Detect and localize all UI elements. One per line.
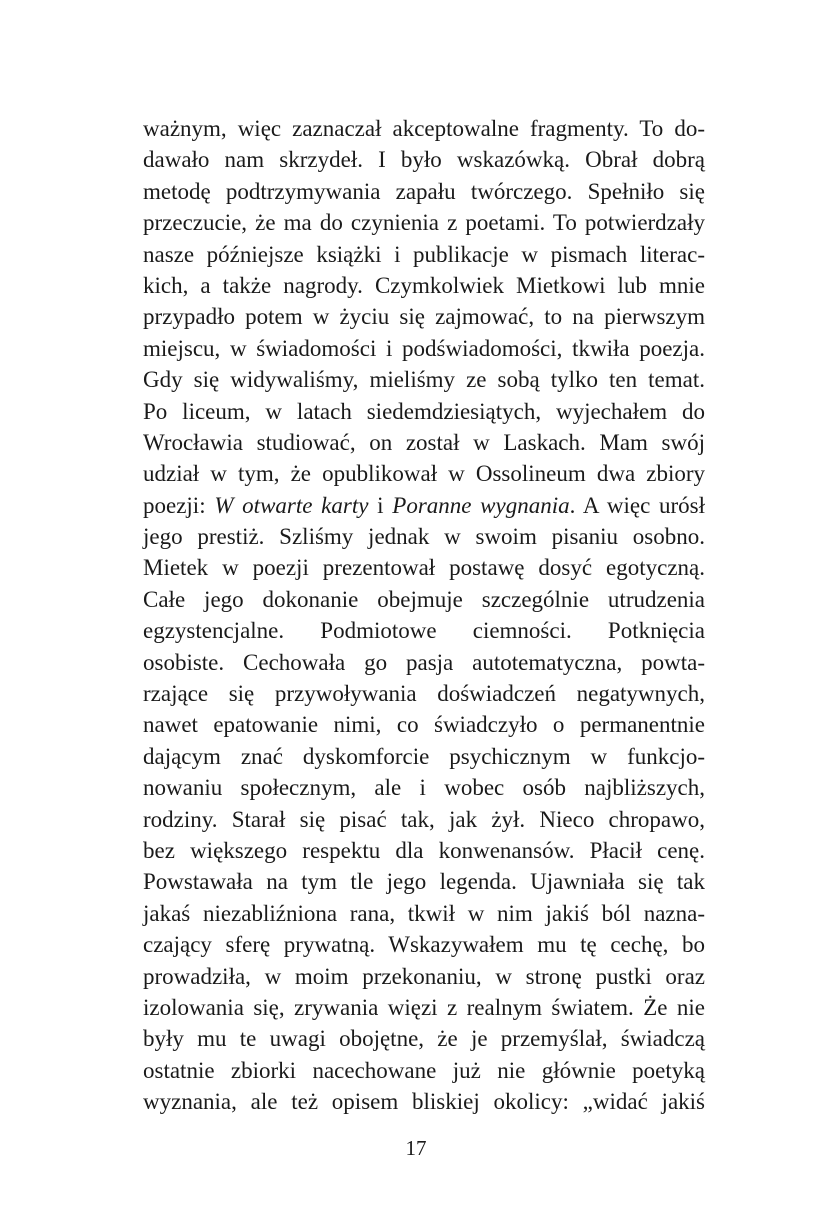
body-text bbox=[143, 113, 705, 1118]
text-line: Powstawała na tym tle jego legenda. Ujawniała się tak bbox=[143, 869, 705, 895]
text-line: Wrocławia studiować, on został w Laskach. Mam swój bbox=[143, 429, 705, 455]
text-line: były mu te uwagi obojętne, że je przemyślał, świadczą bbox=[143, 1026, 705, 1052]
text-line: Gdy się widywaliśmy, mieliśmy ze sobą tylko ten temat. bbox=[143, 367, 705, 393]
text-line: rzające się przywoływania doświadczeń negatywnych, bbox=[143, 681, 705, 707]
text-line: miejscu, w świadomości i podświadomości, tkwiła poezja. bbox=[143, 335, 705, 361]
text-line-with-titles bbox=[143, 490, 705, 521]
text-line: Po liceum, w latach siedemdziesiątych, wyjechałem do bbox=[143, 398, 705, 424]
text-line: przypadło potem w życiu się zajmować, to na pierwszym bbox=[143, 304, 705, 330]
text-line: nowaniu społecznym, ale i wobec osób najbliższych, bbox=[143, 775, 705, 801]
book-title-poranne-wygnania: Poranne wygnania bbox=[392, 492, 570, 518]
text-line: Mietek w poezji prezentował postawę dosyć egotyczną. bbox=[143, 555, 705, 581]
text-line: prowadziła, w moim przekonaniu, w stronę pustki oraz bbox=[143, 963, 705, 989]
text-line: osobiste. Cechowała go pasja autotematyczna, powta- bbox=[143, 649, 705, 675]
text-line: metodę podtrzymywania zapału twórczego. Spełniło się bbox=[143, 178, 705, 204]
text-line: rodziny. Starał się pisać tak, jak żył. Nieco chropawo, bbox=[143, 806, 705, 832]
text-line: ważnym, więc zaznaczał akceptowalne fragmenty. To do- bbox=[143, 116, 705, 141]
text-line: jego prestiż. Szliśmy jednak w swoim pisaniu osobno. bbox=[143, 524, 705, 550]
text-line: dającym znać dyskomforcie psychicznym w funkcjo- bbox=[143, 743, 705, 769]
text-line: Całe jego dokonanie obejmuje szczególnie utrudzenia bbox=[143, 586, 705, 612]
text-line: ostatnie zbiorki nacechowane już nie głównie poetyką bbox=[143, 1057, 705, 1083]
text-line: jakaś niezabliźniona rana, tkwił w nim jakiś ból nazna- bbox=[143, 900, 705, 926]
text-line: izolowania się, zrywania więzi z realnym światem. Że nie bbox=[143, 994, 705, 1020]
text-line: wyznania, ale też opisem bliskiej okolicy: „widać jakiś bbox=[143, 1089, 705, 1115]
text-segment: i bbox=[368, 492, 393, 518]
text-line: nasze późniejsze książki i publikacje w pismach literac- bbox=[143, 241, 705, 267]
text-segment: . A więc urósł bbox=[569, 492, 706, 518]
page-number: 17 bbox=[405, 1136, 427, 1160]
text-line: czający sferę prywatną. Wskazywałem mu tę cechę, bo bbox=[143, 932, 705, 958]
text-line: bez większego respektu dla konwenansów. Płacił cenę. bbox=[143, 837, 705, 863]
text-line: kich, a także nagrody. Czymkolwiek Mietkowi lub mnie bbox=[143, 272, 705, 298]
text-line: udział w tym, że opublikował w Ossolineum dwa zbiory bbox=[143, 461, 705, 487]
text-line: nawet epatowanie nimi, co świadczyło o permanentnie bbox=[143, 712, 705, 738]
text-segment: poezji: bbox=[143, 492, 215, 518]
book-title-w-otwarte-karty: W otwarte karty bbox=[214, 492, 369, 518]
text-line: egzystencjalne. Podmiotowe ciemności. Potknięcia bbox=[143, 618, 705, 644]
text-line: przeczucie, że ma do czynienia z poetami. To potwierdzały bbox=[143, 210, 705, 236]
text-line: dawało nam skrzydeł. I było wskazówką. Obrał dobrą bbox=[143, 147, 705, 173]
